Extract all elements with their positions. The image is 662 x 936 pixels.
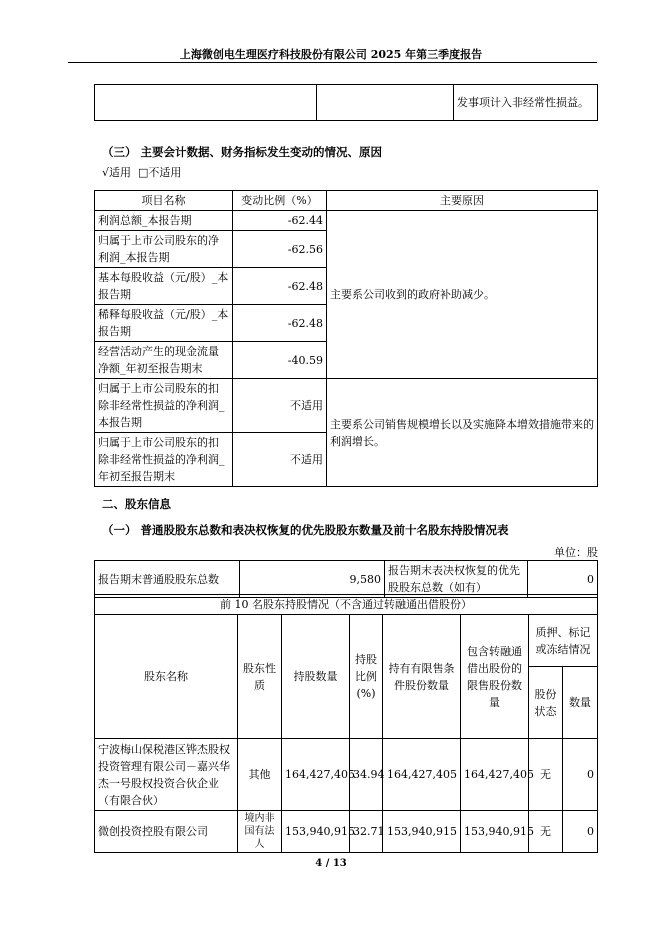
col-shares-pct: 持股比例(%) (350, 615, 383, 739)
pledge-status: 无 (529, 739, 563, 811)
pledge-qty: 0 (563, 739, 598, 811)
shareholder-name: 微创投资控股有限公司 (95, 811, 238, 853)
row-ratio: -62.44 (233, 211, 327, 231)
col-shareholder-nature: 股东性质 (238, 615, 282, 739)
row-ratio: 不适用 (233, 379, 327, 433)
col-restricted-shares: 持有有限售条件股份数量 (383, 615, 461, 739)
shareholder-name: 宁波梅山保税港区铧杰股权投资管理有限公司－嘉兴华杰一号股权投资合伙企业（有限合伙） (95, 739, 238, 811)
header-rule (68, 62, 597, 63)
top-cell-empty-2 (317, 85, 454, 121)
shares-pct: 32.71 (350, 811, 383, 853)
row-item-name: 经营活动产生的现金流量净额_年初至报告期末 (95, 342, 233, 379)
unit-label: 单位：股 (554, 546, 598, 559)
col-pledge-qty: 数量 (563, 667, 598, 739)
row-ratio: -62.56 (233, 231, 327, 268)
changes-table (94, 190, 598, 487)
pref-holders-value: 0 (528, 561, 598, 598)
top10-shareholders-table (94, 594, 598, 853)
col-shares-qty: 持股数量 (282, 615, 350, 739)
col-header-reason: 主要原因 (327, 191, 598, 211)
shareholder-nature: 境内非国有法人 (238, 811, 282, 853)
row-item-name: 稀释每股收益（元/股）_本报告期 (95, 305, 233, 342)
row-item-name: 归属于上市公司股东的扣除非经常性损益的净利润_年初至报告期末 (95, 433, 233, 487)
col-restricted-incl-lending: 包含转融通借出股份的限售股份数量 (461, 615, 529, 739)
page-header-title: 上海微创电生理医疗科技股份有限公司 2025 年第三季度报告 (179, 48, 483, 61)
page-number: 4 / 13 (315, 858, 347, 869)
row-item-name: 归属于上市公司股东的净利润_本报告期 (95, 231, 233, 268)
row-ratio: 不适用 (233, 433, 327, 487)
restricted-shares: 153,940,915 (383, 811, 461, 853)
row-item-name: 利润总额_本报告期 (95, 211, 233, 231)
applicable-checked: √适用 (102, 166, 132, 179)
row-ratio: -62.48 (233, 268, 327, 305)
restricted-incl-lending: 164,427,405 (461, 739, 529, 811)
shareholders-subheading: （一） 普通股股东总数和表决权恢复的优先股股东数量及前十名股东持股情况表 (102, 523, 509, 537)
pledge-status: 无 (529, 811, 563, 853)
total-holders-value: 9,580 (240, 561, 385, 598)
section3-heading: （三） 主要会计数据、财务指标发生变动的情况、原因 (102, 145, 383, 159)
restricted-shares: 164,427,405 (383, 739, 461, 811)
total-holders-label: 报告期末普通股股东总数 (95, 561, 240, 598)
row-ratio: -40.59 (233, 342, 327, 379)
applicable-options (102, 164, 181, 180)
not-applicable-unchecked: □不适用 (138, 166, 182, 179)
shareholder-summary-table (94, 560, 598, 598)
shares-qty: 164,427,405 (282, 739, 350, 811)
pledge-qty: 0 (563, 811, 598, 853)
top-cell-text: 发事项计入非经常性损益。 (454, 85, 598, 121)
reason-cell-1: 主要系公司收到的政府补助减少。 (327, 211, 598, 379)
col-pledge-group: 质押、标记或冻结情况 (529, 615, 598, 667)
col-header-item: 项目名称 (95, 191, 233, 211)
row-ratio: -62.48 (233, 305, 327, 342)
top-partial-table (94, 84, 598, 121)
col-shareholder-name: 股东名称 (95, 615, 238, 739)
restricted-incl-lending: 153,940,915 (461, 811, 529, 853)
reason-cell-2: 主要系公司销售规模增长以及实施降本增效措施带来的利润增长。 (327, 379, 598, 487)
shares-qty: 153,940,915 (282, 811, 350, 853)
shares-pct: 34.94 (350, 739, 383, 811)
row-item-name: 归属于上市公司股东的扣除非经常性损益的净利润_本报告期 (95, 379, 233, 433)
shareholder-nature: 其他 (238, 739, 282, 811)
row-item-name: 基本每股收益（元/股）_本报告期 (95, 268, 233, 305)
top-cell-empty-1 (95, 85, 317, 121)
top10-caption: 前 10 名股东持股情况（不含通过转融通出借股份） (95, 595, 598, 615)
shareholders-heading: 二、股东信息 (102, 497, 171, 511)
pref-holders-label: 报告期末表决权恢复的优先股股东总数（如有） (385, 561, 528, 598)
col-pledge-status: 股份状态 (529, 667, 563, 739)
col-header-ratio: 变动比例（%） (233, 191, 327, 211)
